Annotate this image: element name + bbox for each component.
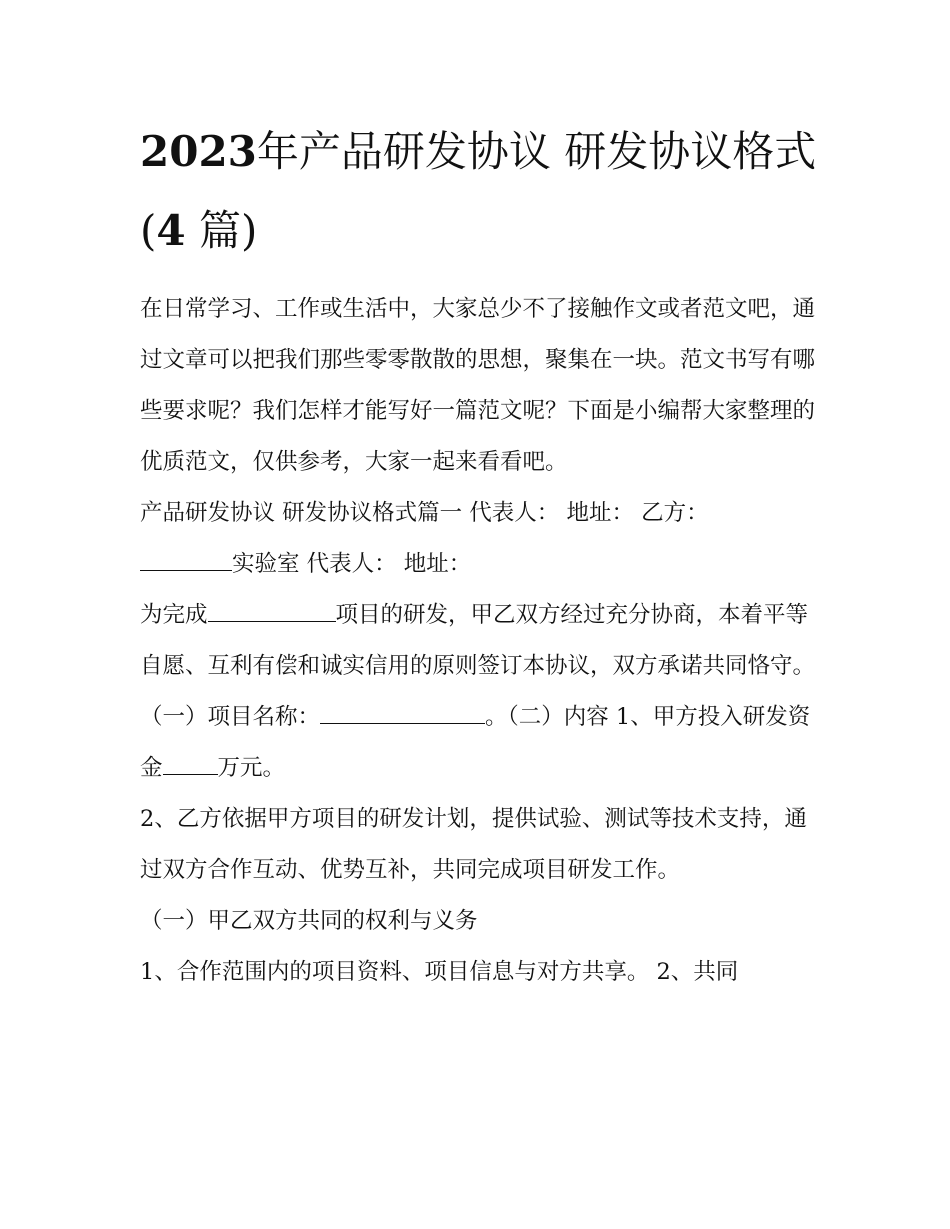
purpose-paragraph	[140, 590, 820, 692]
title-count: 4	[156, 206, 186, 255]
item-name-paragraph	[140, 692, 820, 794]
party-b-line	[140, 539, 820, 590]
item-name-unit: 万元。	[217, 755, 286, 781]
rights-heading: （一）甲乙双方共同的权利与义务	[140, 908, 478, 934]
document-title	[140, 112, 820, 270]
purpose-suffix: 项目的研发，甲乙双方经过充分协商，本着平等自愿、互利有偿和诚实信用的原则签订本协议，双方承诺共同恪守。	[140, 602, 816, 679]
title-year: 2023	[140, 127, 257, 176]
item2-paragraph: 2、乙方依据甲方项目的研发计划，提供试验、测试等技术支持，通过双方合作互动、优势互补，共同完成项目研发工作。	[140, 806, 807, 883]
rights-item1: 1、合作范围内的项目资料、项目信息与对方共享。 2、共同	[140, 959, 739, 985]
project-name-blank	[208, 601, 336, 622]
party-b-text: 实验室 代表人： 地址：	[232, 551, 472, 577]
item-name-suffix: 。（二）内容 1、甲方投入研发资金	[140, 704, 811, 781]
item-name-prefix: （一）项目名称：	[140, 704, 321, 730]
title-text: 年产品研发协议 研发协议格式(	[140, 127, 817, 255]
intro-paragraph: 在日常学习、工作或生活中，大家总少不了接触作文或者范文吧，通过文章可以把我们那些零零散散的思想，聚集在一块。范文书写有哪些要求呢？我们怎样才能写好一篇范文呢？下面是小编帮大家整理的优质范文，仅供参考，大家一起来看看吧。	[140, 296, 816, 475]
title-suffix: 篇)	[185, 206, 258, 255]
section1-heading: 产品研发协议 研发协议格式篇一 代表人： 地址： 乙方：	[140, 500, 709, 526]
funding-blank	[163, 754, 218, 775]
item-name-blank	[320, 703, 485, 724]
party-b-blank	[140, 550, 232, 571]
purpose-prefix: 为完成	[140, 602, 208, 628]
document-page	[140, 112, 820, 998]
